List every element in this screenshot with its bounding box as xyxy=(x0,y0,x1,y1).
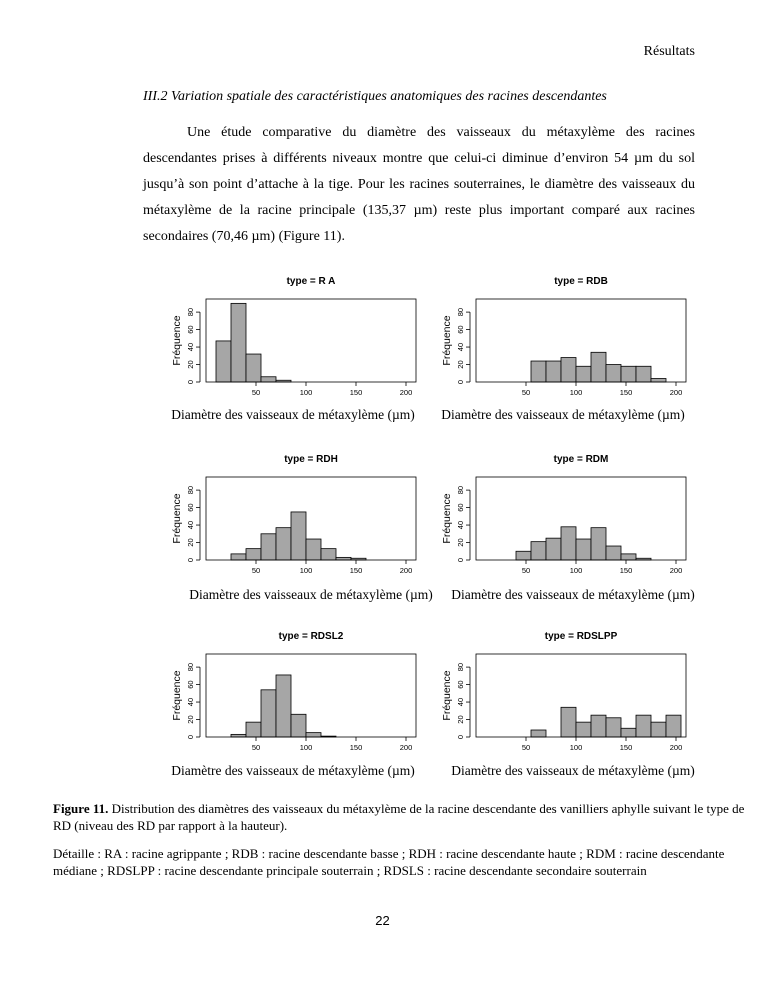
histogram-ra xyxy=(168,270,418,425)
histogram-rdm-plot xyxy=(438,448,688,582)
y-tick-label: 0 xyxy=(186,557,195,563)
histogram-bar xyxy=(261,377,276,382)
figure-label: Figure 11. xyxy=(53,801,109,816)
histogram-bar xyxy=(231,303,246,382)
y-tick-label: 40 xyxy=(186,342,195,352)
histogram-bar xyxy=(216,341,231,382)
histogram-rdb-xlabel: Diamètre des vaisseaux de métaxylème (µm) xyxy=(441,407,685,422)
histogram-bar xyxy=(561,527,576,560)
y-tick-label: 0 xyxy=(456,379,465,385)
histogram-bar xyxy=(546,538,561,560)
histogram-bar xyxy=(261,534,276,560)
x-tick-label: 100 xyxy=(299,743,313,752)
y-tick-label: 20 xyxy=(456,538,465,547)
histogram-ra-plot xyxy=(168,270,418,404)
histogram-bar xyxy=(531,542,546,560)
y-tick-label: 20 xyxy=(456,715,465,724)
histogram-bar xyxy=(246,722,261,737)
y-tick-label: 20 xyxy=(456,360,465,369)
histogram-ra-xlabel: Diamètre des vaisseaux de métaxylème (µm) xyxy=(171,407,415,422)
histogram-rdm-xlabel: Diamètre des vaisseaux de métaxylème (µm) xyxy=(451,587,695,602)
histogram-rdslpp xyxy=(438,625,695,780)
x-tick-label: 100 xyxy=(569,388,583,397)
x-tick-label: 50 xyxy=(251,566,261,575)
y-tick-label: 80 xyxy=(456,485,465,495)
chart-title: type = RDSL2 xyxy=(278,631,344,642)
y-tick-label: 60 xyxy=(186,503,195,512)
x-tick-label: 200 xyxy=(399,566,413,575)
y-axis-label: Fréquence xyxy=(441,493,453,544)
histogram-bar xyxy=(546,361,561,382)
x-tick-label: 100 xyxy=(299,388,313,397)
histogram-bar xyxy=(561,707,576,737)
y-tick-label: 0 xyxy=(456,557,465,563)
histogram-bar xyxy=(516,551,531,560)
x-tick-label: 50 xyxy=(521,388,531,397)
histogram-rdslpp-plot xyxy=(438,625,688,759)
y-tick-label: 80 xyxy=(186,307,195,317)
y-tick-label: 40 xyxy=(456,342,465,352)
x-tick-label: 50 xyxy=(521,743,531,752)
histogram-bar xyxy=(531,361,546,382)
histogram-bar xyxy=(621,728,636,737)
histogram-bar xyxy=(651,722,666,737)
section-title: III.2 Variation spatiale des caractéristiques anatomiques des racines descendantes xyxy=(143,89,607,104)
histogram-bar xyxy=(576,539,591,560)
histogram-bar xyxy=(606,365,621,382)
histogram-bar xyxy=(621,366,636,382)
y-tick-label: 60 xyxy=(186,325,195,334)
y-tick-label: 40 xyxy=(456,697,465,707)
y-tick-label: 20 xyxy=(186,360,195,369)
x-tick-label: 100 xyxy=(569,566,583,575)
y-tick-label: 40 xyxy=(456,520,465,530)
y-tick-label: 60 xyxy=(186,680,195,689)
histogram-bar xyxy=(246,354,261,382)
chart-title: type = RDM xyxy=(553,454,609,465)
x-tick-label: 150 xyxy=(349,566,363,575)
x-tick-label: 200 xyxy=(399,743,413,752)
y-tick-label: 40 xyxy=(186,697,195,707)
histogram-bar xyxy=(306,539,321,560)
y-tick-label: 80 xyxy=(186,662,195,672)
x-tick-label: 150 xyxy=(619,743,633,752)
x-tick-label: 150 xyxy=(619,388,633,397)
histogram-bar xyxy=(231,554,246,560)
histogram-bar xyxy=(276,528,291,560)
chart-title: type = RDH xyxy=(284,454,338,465)
y-tick-label: 60 xyxy=(456,680,465,689)
histogram-rdb-plot xyxy=(438,270,688,404)
y-axis-label: Fréquence xyxy=(171,493,183,544)
histogram-bar xyxy=(606,718,621,737)
x-tick-label: 150 xyxy=(349,743,363,752)
histogram-bar xyxy=(636,366,651,382)
histogram-bar xyxy=(651,379,666,382)
y-tick-label: 80 xyxy=(186,485,195,495)
histogram-rdb xyxy=(438,270,688,425)
histogram-bar xyxy=(591,352,606,382)
x-tick-label: 150 xyxy=(349,388,363,397)
histogram-bar xyxy=(591,715,606,737)
histogram-bar xyxy=(576,366,591,382)
histogram-bar xyxy=(261,690,276,737)
histogram-rdh-xlabel: Diamètre des vaisseaux de métaxylème (µm) xyxy=(189,587,433,602)
page-number: 22 xyxy=(375,913,390,928)
y-axis-label: Fréquence xyxy=(171,315,183,366)
histogram-bar xyxy=(321,549,336,560)
histogram-bar xyxy=(591,528,606,560)
y-tick-label: 20 xyxy=(186,715,195,724)
histogram-bar xyxy=(666,715,681,737)
histogram-bar xyxy=(246,549,261,560)
x-tick-label: 100 xyxy=(299,566,313,575)
x-tick-label: 200 xyxy=(669,388,683,397)
chart-title: type = R A xyxy=(286,276,336,287)
histogram-rdh xyxy=(168,448,433,603)
histogram-bar xyxy=(291,512,306,560)
y-tick-label: 0 xyxy=(186,379,195,385)
histogram-bar xyxy=(621,554,636,560)
x-tick-label: 200 xyxy=(399,388,413,397)
figure-caption-text: Distribution des diamètres des vaisseaux du métaxylème de la racine descendante des vanilliers aphylle suivant le type de RD (niveau des RD par rapport à la hauteur). xyxy=(53,801,745,833)
histogram-rdsl2-plot xyxy=(168,625,418,759)
figure-caption xyxy=(53,800,753,834)
header-section-label: Résultats xyxy=(643,44,695,59)
histogram-rdsl2 xyxy=(168,625,418,780)
histogram-bar xyxy=(561,358,576,382)
x-tick-label: 100 xyxy=(569,743,583,752)
x-tick-label: 150 xyxy=(619,566,633,575)
chart-title: type = RDB xyxy=(554,276,608,287)
x-tick-label: 50 xyxy=(251,743,261,752)
y-tick-label: 0 xyxy=(186,734,195,740)
plot-frame xyxy=(206,654,416,737)
histogram-bar xyxy=(291,714,306,737)
y-tick-label: 0 xyxy=(456,734,465,740)
y-tick-label: 40 xyxy=(186,520,195,530)
histogram-rdslpp-xlabel: Diamètre des vaisseaux de métaxylème (µm) xyxy=(451,763,695,778)
y-tick-label: 60 xyxy=(456,503,465,512)
y-tick-label: 20 xyxy=(186,538,195,547)
histogram-bar xyxy=(606,546,621,560)
figure-detail: Détaille : RA : racine agrippante ; RDB : racine descendante basse ; RDH : racine descendante haute ; RDM : racine descendante médiane ; RDSLPP : racine descendante principale souterrain ; RDSLS : racine descendante secondaire souterrain xyxy=(53,846,725,878)
y-tick-label: 80 xyxy=(456,662,465,672)
histogram-bar xyxy=(306,733,321,737)
histogram-bar xyxy=(636,715,651,737)
histogram-rdsl2-xlabel: Diamètre des vaisseaux de métaxylème (µm) xyxy=(171,763,415,778)
histogram-bar xyxy=(576,722,591,737)
histogram-rdm xyxy=(438,448,695,603)
y-axis-label: Fréquence xyxy=(441,315,453,366)
histogram-rdh-plot xyxy=(168,448,418,582)
x-tick-label: 50 xyxy=(251,388,261,397)
chart-title: type = RDSLPP xyxy=(544,631,618,642)
histogram-bar xyxy=(531,730,546,737)
y-tick-label: 80 xyxy=(456,307,465,317)
body-paragraph: Une étude comparative du diamètre des vaisseaux du métaxylème des racines descendantes prises à différents niveaux montre que celui-ci diminue d’environ 54 µm du sol jusqu’à son point d’attache à la tige. Pour les racines souterraines, le diamètre des vaisseaux du métaxylème de la racine principale (135,37 µm) reste plus important comparé aux racines secondaires (70,46 µm) (Figure 11). xyxy=(143,125,695,244)
histogram-bar xyxy=(276,675,291,737)
y-axis-label: Fréquence xyxy=(171,670,183,721)
x-tick-label: 50 xyxy=(521,566,531,575)
x-tick-label: 200 xyxy=(669,743,683,752)
y-tick-label: 60 xyxy=(456,325,465,334)
y-axis-label: Fréquence xyxy=(441,670,453,721)
x-tick-label: 200 xyxy=(669,566,683,575)
